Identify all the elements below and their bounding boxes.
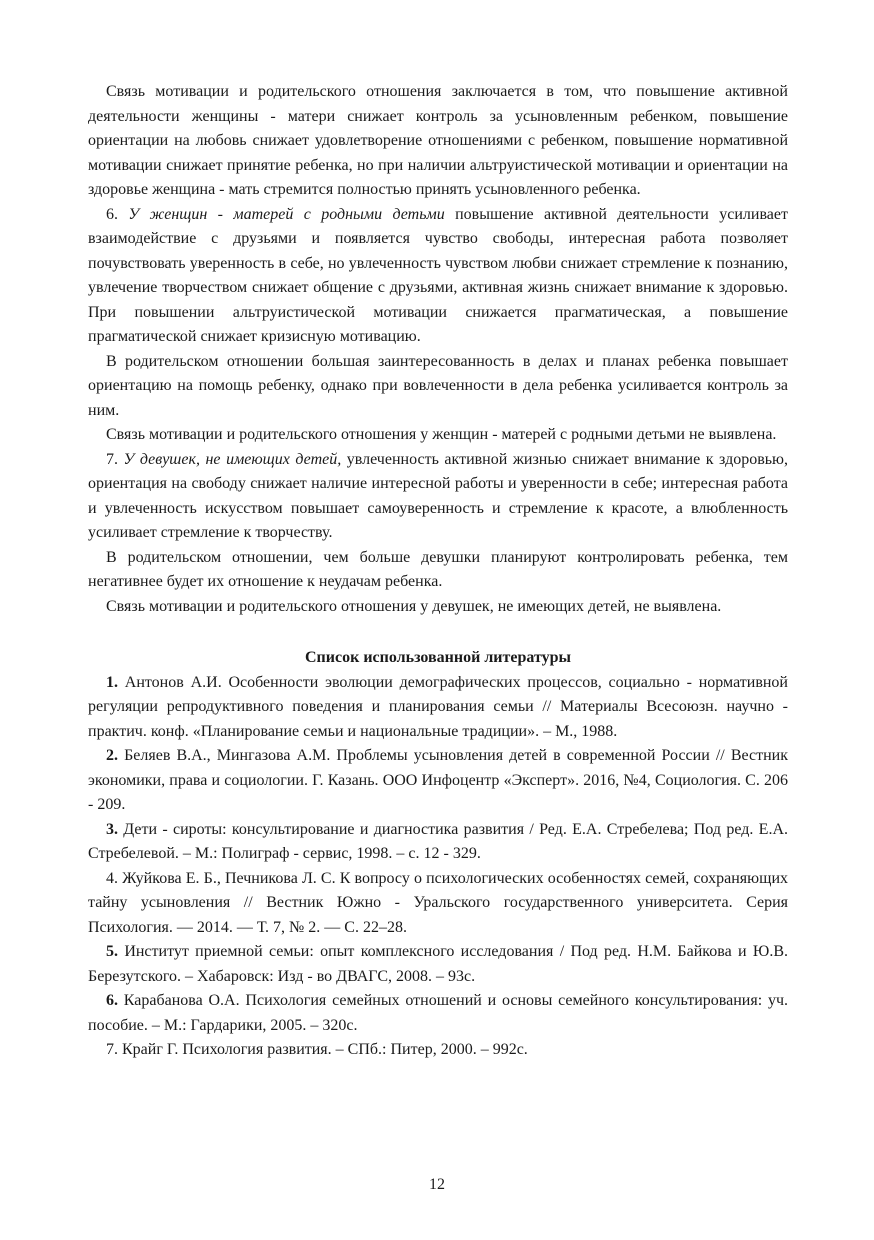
paragraph: Связь мотивации и родительского отношения заключается в том, что повышение активной деятельности женщины - матери снижает контроль за усыновленным ребенком, повышение ориентации на любовь снижает удовлетворение отношениями с ребенком, повышение нормативной мотивации снижает принятие ребенка, но при наличии альтруистической мотивации и ориентации на здоровье женщина - мать стремится полностью принять усыновленного ребенка. bbox=[88, 83, 788, 198]
item-number: 7. bbox=[106, 450, 124, 468]
reference-text: Карабанова О.А. Психология семейных отношений и основы семейного консультирования: уч. пособие. – М.: Гардарики, 2005. – 320с. bbox=[88, 992, 788, 1034]
reference-item bbox=[88, 744, 788, 818]
paragraph: В родительском отношении большая заинтересованность в делах и планах ребенка повышает ориентацию на помощь ребенку, однако при вовлеченности в дела ребенка усиливается контроль за ним. bbox=[88, 352, 788, 419]
paragraph: Связь мотивации и родительского отношения у девушек, не имеющих детей, не выявлена. bbox=[106, 597, 722, 615]
reference-item bbox=[88, 989, 788, 1038]
reference-text: Дети - сироты: консультирование и диагностика развития / Ред. Е.А. Стребелева; Под ред. Е.А. Стребелевой. – М.: Полиграф - сервис, 1998. – с. 12 - 329. bbox=[88, 820, 788, 862]
reference-text: Антонов А.И. Особенности эволюции демографических процессов, социально - нормативной регуляции репродуктивного поведения и планирования семьи // Материалы Всесоюзн. научно - практич. конф. «Планирование семьи и национальные традиции». – М., 1988. bbox=[88, 673, 788, 740]
reference-number: 6. bbox=[106, 992, 118, 1009]
paragraph-text: увлеченность активной жизнью снижает внимание к здоровью, ориентация на свободу снижает наличие интересной работы и уверенности в себе; интересная работа и увлеченность искусством повышает самоуверенность и стремление к красоте, а влюбленность усиливает стремление к творчеству. bbox=[88, 450, 789, 541]
reference-number: 5. bbox=[106, 943, 118, 960]
reference-item bbox=[88, 1038, 788, 1063]
reference-text: Жуйкова Е. Б., Печникова Л. С. К вопросу о психологических особенностях семей, сохраняющих тайну усыновления // Вестник Южно - Уральского государственного университета. Серия Психология. — 2014. — Т. 7, № 2. — С. 22–28. bbox=[88, 869, 788, 936]
item-number: 6. bbox=[106, 205, 129, 223]
reference-item bbox=[88, 671, 788, 745]
reference-item bbox=[88, 867, 788, 941]
reference-number: 3. bbox=[106, 820, 118, 838]
references-heading: Список использованной литературы bbox=[305, 649, 571, 666]
reference-text: Институт приемной семьи: опыт комплексного исследования / Под ред. Н.М. Байкова и Ю.В. Березутского. – Хабаровск: Изд - во ДВАГС, 2008. – 93с. bbox=[88, 943, 788, 985]
reference-text: Беляев В.А., Мингазова А.М. Проблемы усыновления детей в современной России // Вестник экономики, права и социологии. Г. Казань. ООО Инфоцентр «Эксперт». 2016, №4, Социология. С. 206 - 209. bbox=[88, 747, 788, 813]
document-page bbox=[88, 80, 788, 1063]
paragraph: В родительском отношении, чем больше девушки планируют контролировать ребенка, тем негативнее будет их отношение к неудачам ребенка. bbox=[88, 548, 788, 590]
page-number: 12 bbox=[429, 1176, 445, 1193]
emphasis: У женщин - матерей с родными детьми bbox=[128, 205, 445, 223]
reference-number: 2. bbox=[106, 747, 118, 764]
paragraph-text: повышение активной деятельности усиливает взаимодействие с друзьями и появляется чувство свободы, интересная работа позволяет почувствовать уверенность в себе, но увлеченность чувством любви снижает стремление к познанию, увлечение творчеством снижает общение с друзьями, активная жизнь снижает внимание к здоровью. При повышении альтруистической мотивации снижается прагматическая, а повышение прагматической снижает кризисную мотивацию. bbox=[88, 205, 789, 345]
paragraph bbox=[88, 448, 788, 546]
emphasis: У девушек, не имеющих детей, bbox=[123, 450, 342, 468]
reference-number: 7. bbox=[106, 1041, 118, 1058]
paragraph bbox=[88, 203, 788, 350]
reference-number: 1. bbox=[106, 673, 118, 691]
reference-number: 4. bbox=[106, 869, 118, 887]
paragraph: Связь мотивации и родительского отношения у женщин - матерей с родными детьми не выявлена. bbox=[106, 426, 777, 443]
reference-item bbox=[88, 940, 788, 989]
reference-text: Крайг Г. Психология развития. – СПб.: Питер, 2000. – 992с. bbox=[118, 1041, 528, 1058]
reference-item bbox=[88, 818, 788, 867]
